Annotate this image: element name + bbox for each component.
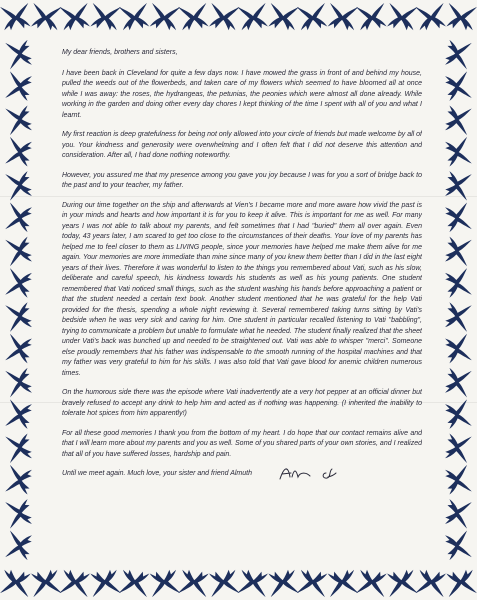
swallow-icon <box>5 432 33 463</box>
swallow-icon <box>444 170 472 201</box>
swallow-icon <box>237 3 269 31</box>
swallow-icon <box>444 40 472 69</box>
swallow-icon <box>0 569 32 597</box>
swallow-icon <box>445 569 477 597</box>
swallow-icon <box>444 498 472 529</box>
swallow-icon <box>5 268 33 299</box>
letter-paragraph: On the humorous side there was the episode where Vati inadvertently ate a very hot pepper at an official dinner but bravely refused to accept any drink to help him and acted as if nothing was happening. (I inherited the inability to tolerate hot spices from him apparently!) <box>62 389 422 417</box>
swallow-icon <box>386 3 418 31</box>
letter-paragraph: For all these good memories I thank you from the bottom of my heart. I do hope that our contact remains alive and that I will learn more about my parents and you as well. Some of you shared parts of your own stories, and I realized that all of you have suffered losses, hardship and pain. <box>62 429 422 458</box>
swallow-icon <box>119 3 151 31</box>
swallow-border-left <box>0 40 40 560</box>
swallow-icon <box>386 569 418 597</box>
swallow-icon <box>5 104 33 135</box>
swallow-icon <box>119 569 151 597</box>
swallow-icon <box>0 3 32 31</box>
letter-paragraph: However, you assured me that my presence among you gave you joy because I was for you a sort of bridge back to the past and to your teacher, my father. <box>62 171 422 189</box>
swallow-icon <box>149 569 181 597</box>
swallow-icon <box>444 268 472 299</box>
swallow-icon <box>415 569 447 597</box>
swallow-icon <box>444 531 472 560</box>
swallow-icon <box>178 3 210 31</box>
swallow-icon <box>5 334 33 365</box>
letter-paragraph: During our time together on the ship and afterwards at Vien's I became more and more aware how vivid the past is in your minds and hearts and how important it is for you to keep it alive. This is important for me as well. For many years I was not able to talk about my parents, and felt sometimes that I had "buried" them all over again. Even today, 43 years later, I am scared to get too close to the circumstances of their deaths. Your love of my parents has helped me to feel closer to them as LIVING people, since your memories have helped me make them alive for me again. Your memories are more immediate than mine since many of you knew them better than I did in the last eight years of their lives. Therefore it was wonderful to listen to the things you remembered about Vati, such as his slow, deliberate and careful speech, his kindness towards his students as well as his young patients. One student remembered that Vati noticed small things, such as the student washing his hands before approaching a patient or that the student needed a certain text book. Another student mentioned that he was grateful for the help Vati provided for the thesis, spending a whole night reviewing it. Several remembered taking turns sitting by Vati's bedside when he was very sick and caring for him. One student in particular recalled listening to Vati "babbling", trying to communicate a problem but unable to formulate what he needed. The student finally realized that the sheet under Vati's back was bunched up and needed to be straightened out. Vati was able to whisper "merci". Someone else proudly remembers that his father was indispensable to the smooth running of the hospital machines and that my father was very grateful to him for his skills. I was also told that Vati gave blood for anemic children numerous times. <box>62 201 422 377</box>
swallow-icon <box>30 3 62 31</box>
letter-greeting: My dear friends, brothers and sisters, <box>62 49 178 56</box>
handwritten-signature <box>276 463 346 485</box>
swallow-border-top <box>0 0 477 40</box>
swallow-icon <box>444 399 472 430</box>
swallow-icon <box>444 301 472 332</box>
swallow-icon <box>5 203 33 234</box>
letter-paragraph: My first reaction is deep gratefulness for being not only allowed into your circle of friends but made welcome by all of you. Your kindness and generosity were overwhelming and I often felt that I did not deserve this attention and consideration. After all, I had done nothing noteworthy. <box>62 131 422 159</box>
swallow-icon <box>178 569 210 597</box>
swallow-icon <box>444 367 472 398</box>
swallow-icon <box>444 236 472 267</box>
swallow-icon <box>5 498 33 529</box>
swallow-icon <box>5 399 33 430</box>
letter-body <box>62 48 422 553</box>
swallow-icon <box>5 531 33 560</box>
swallow-icon <box>444 334 472 365</box>
swallow-icon <box>267 3 299 31</box>
swallow-icon <box>445 3 477 31</box>
swallow-icon <box>5 40 33 69</box>
swallow-border-bottom <box>0 560 477 600</box>
swallow-icon <box>5 236 33 267</box>
swallow-icon <box>208 569 240 597</box>
swallow-icon <box>149 3 181 31</box>
swallow-icon <box>444 203 472 234</box>
swallow-icon <box>5 367 33 398</box>
swallow-icon <box>297 569 329 597</box>
swallow-icon <box>444 137 472 168</box>
swallow-icon <box>267 569 299 597</box>
swallow-icon <box>444 104 472 135</box>
swallow-icon <box>237 569 269 597</box>
swallow-icon <box>5 170 33 201</box>
swallow-icon <box>444 465 472 496</box>
swallow-icon <box>30 569 62 597</box>
swallow-icon <box>89 3 121 31</box>
swallow-icon <box>327 569 359 597</box>
swallow-icon <box>89 569 121 597</box>
swallow-icon <box>444 71 472 102</box>
swallow-icon <box>5 71 33 102</box>
swallow-icon <box>59 3 91 31</box>
swallow-icon <box>356 569 388 597</box>
swallow-icon <box>208 3 240 31</box>
letter-closing: Until we meet again. Much love, your sister and friend Almuth <box>62 470 252 477</box>
swallow-icon <box>59 569 91 597</box>
letter-paragraph: I have been back in Cleveland for quite a few days now. I have mowed the grass in front of and behind my house, pulled the weeds out of the flowerbeds, and taken care of my flowers which seemed to have bloomed all at once while I was away: the roses, the hydrangeas, the petunias, the peonies which were almost all done already. While working in the garden and doing other every day chores I kept thinking of the time I spent with all of you and what I learnt. <box>62 69 422 119</box>
swallow-icon <box>297 3 329 31</box>
swallow-icon <box>5 301 33 332</box>
swallow-icon <box>415 3 447 31</box>
swallow-icon <box>356 3 388 31</box>
swallow-border-right <box>437 40 477 560</box>
swallow-icon <box>5 137 33 168</box>
swallow-icon <box>5 465 33 496</box>
swallow-icon <box>327 3 359 31</box>
swallow-icon <box>444 432 472 463</box>
